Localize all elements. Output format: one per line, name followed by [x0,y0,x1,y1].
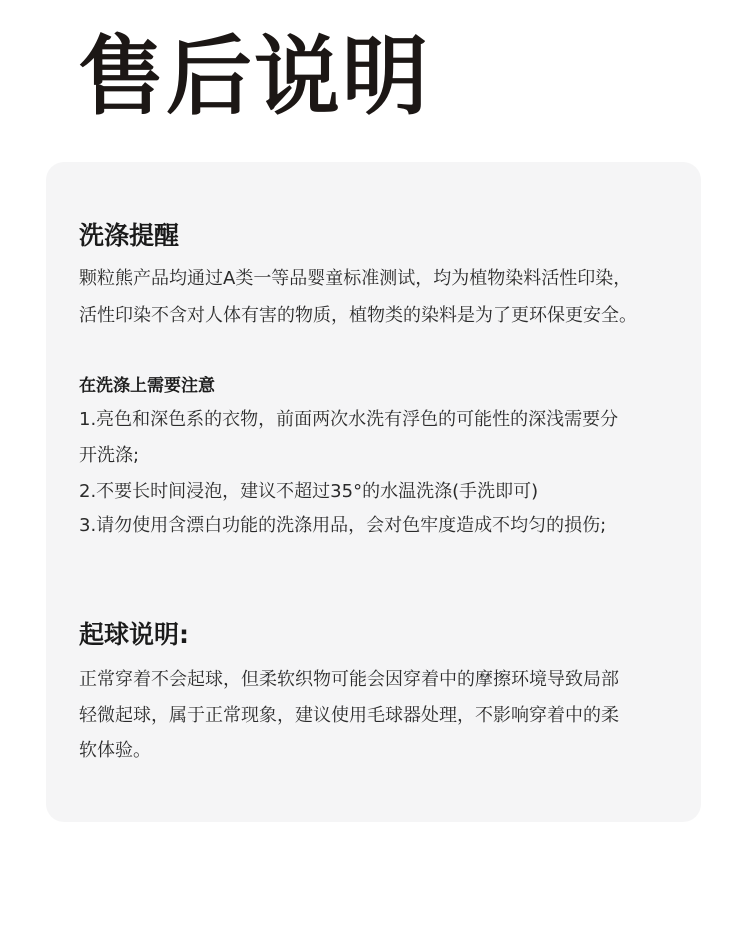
pilling-line-1: 正常穿着不会起球，但柔软织物可能会因穿着中的摩擦环境导致局部 [79,669,619,690]
washing-line-1: 颗粒熊产品均通过A类一等品婴童标准测试，均为植物染料活性印染， [79,268,632,289]
notes-line-4: 3.请勿使用含漂白功能的洗涤用品，会对色牢度造成不均匀的损伤; [79,515,607,536]
washing-line-2: 活性印染不含对人体有害的物质，植物类的染料是为了更环保更安全。 [79,305,637,326]
pilling-heading: 起球说明: [79,620,189,649]
pilling-line-3: 软体验。 [79,740,151,761]
notes-heading: 在洗涤上需要注意 [79,376,215,396]
notes-line-1: 1.亮色和深色系的衣物，前面两次水洗有浮色的可能性的深浅需要分 [79,409,619,430]
washing-heading: 洗涤提醒 [79,221,180,250]
notes-line-3: 2.不要长时间浸泡，建议不超过35°的水温洗涤(手洗即可) [79,481,539,502]
page-title: 售后说明 [78,27,430,127]
notes-line-2: 开洗涤; [79,445,140,466]
pilling-line-2: 轻微起球，属于正常现象，建议使用毛球器处理，不影响穿着中的柔 [79,705,619,726]
